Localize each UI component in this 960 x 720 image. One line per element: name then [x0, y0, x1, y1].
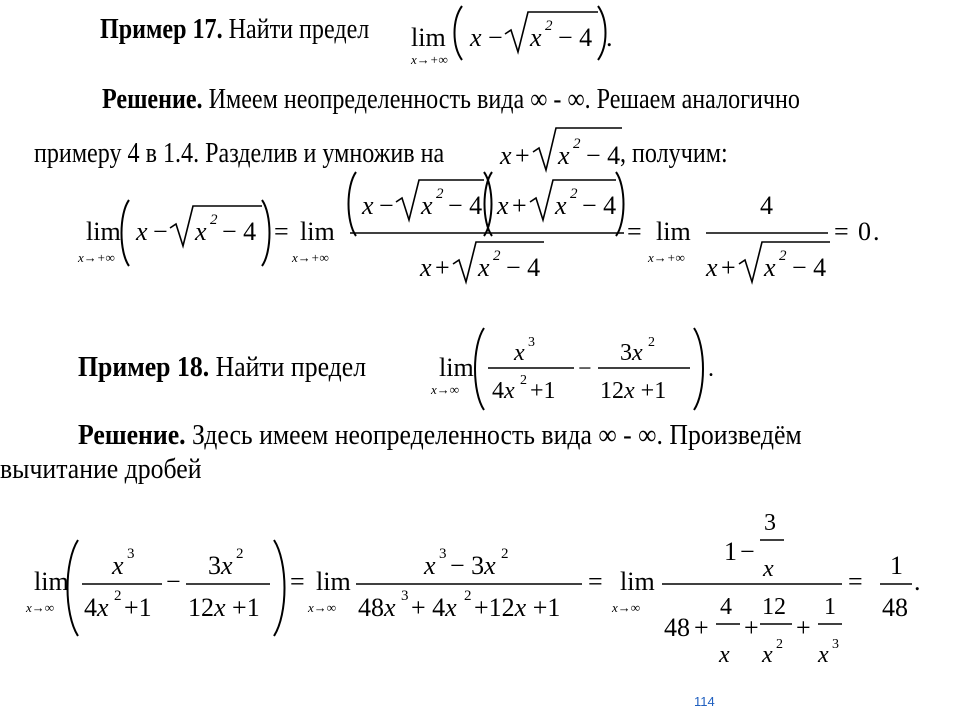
paren-close-glyph: [598, 6, 606, 60]
svg-text:+1: +1: [124, 593, 152, 622]
example-18-task: Найти предел: [215, 352, 367, 383]
den-one: 1: [824, 594, 836, 620]
svg-text:.: .: [873, 217, 880, 246]
res-48: 48: [882, 593, 908, 622]
svg-text:x: x: [362, 191, 374, 220]
svg-text:2: 2: [210, 212, 218, 228]
svg-text:− 3x: − 3x: [450, 551, 496, 580]
svg-text:2: 2: [779, 248, 787, 264]
svg-text:2: 2: [520, 373, 527, 388]
svg-text:4x: 4x: [492, 378, 515, 404]
example-18-solution-label: Решение.: [78, 420, 186, 451]
svg-text:3: 3: [401, 588, 409, 604]
svg-text:=: =: [290, 567, 305, 596]
svg-text:3: 3: [439, 546, 447, 562]
formula-ex18-task: [430, 328, 714, 410]
num-one: 1: [724, 537, 737, 566]
result-zero: 0: [858, 217, 871, 246]
svg-text:2: 2: [501, 546, 509, 562]
svg-text:−: −: [379, 191, 394, 220]
svg-text:−: −: [166, 567, 181, 596]
page-number: 114: [694, 694, 715, 709]
lim-1: lim: [86, 217, 121, 246]
svg-text:3: 3: [832, 637, 839, 652]
svg-text:− 4: − 4: [582, 191, 617, 220]
lim-2-sub: x→+∞: [292, 250, 329, 265]
lim-c: lim: [620, 567, 655, 596]
minus-sign: −: [488, 23, 503, 52]
svg-text:+1: +1: [530, 378, 556, 404]
svg-text:=: =: [588, 567, 603, 596]
var-x: x: [470, 23, 482, 52]
svg-text:x: x: [762, 642, 773, 668]
example-17-solution-text-1: Имеем неопределенность вида ∞ - ∞. Решаем аналогично: [208, 84, 800, 115]
svg-text:=: =: [627, 217, 642, 246]
formula-ex17-inline: [499, 128, 622, 170]
svg-text:x: x: [764, 253, 776, 282]
svg-text:2: 2: [776, 637, 783, 652]
svg-text:x: x: [500, 141, 512, 170]
svg-text:2: 2: [236, 546, 244, 562]
svg-text:=: =: [848, 567, 863, 596]
svg-text:2: 2: [114, 588, 122, 604]
formula-ex17-derivation: [77, 172, 880, 282]
svg-text:2: 2: [464, 588, 472, 604]
svg-text:.: .: [708, 356, 714, 382]
svg-text:+: +: [515, 141, 530, 170]
svg-text:4x: 4x: [84, 593, 109, 622]
exp-2: 2: [545, 18, 553, 34]
svg-text:x: x: [763, 556, 774, 582]
period: .: [606, 23, 613, 52]
lim-subscript: x→+∞: [411, 52, 448, 67]
lim-ex18: lim: [439, 353, 474, 382]
svg-text:x: x: [719, 642, 730, 668]
svg-text:+12x +1: +12x +1: [474, 593, 561, 622]
svg-text:x: x: [421, 191, 433, 220]
svg-text:=: =: [274, 217, 289, 246]
svg-text:− 4: − 4: [586, 141, 621, 170]
svg-text:− 4: − 4: [448, 191, 483, 220]
svg-text:3: 3: [127, 546, 135, 562]
lim-c-sub: x→∞: [612, 600, 641, 615]
svg-text:12x +1: 12x +1: [600, 378, 667, 404]
svg-text:x: x: [195, 217, 207, 246]
lim-label: lim: [411, 23, 446, 52]
svg-text:x: x: [420, 253, 432, 282]
svg-text:− 4: − 4: [506, 253, 541, 282]
svg-text:x: x: [424, 551, 436, 580]
svg-text:+: +: [796, 613, 811, 642]
svg-text:x: x: [555, 191, 567, 220]
den-48: 48: [664, 613, 690, 642]
svg-text:2: 2: [570, 186, 578, 202]
svg-text:x: x: [818, 642, 829, 668]
svg-text:+: +: [435, 253, 450, 282]
num-three: 3: [764, 510, 776, 536]
svg-text:+ 4x: + 4x: [411, 593, 457, 622]
svg-text:x: x: [706, 253, 718, 282]
svg-text:.: .: [914, 567, 921, 596]
example-18-solution-line-2: вычитание дробей: [0, 454, 202, 485]
den-twelve: 12: [762, 594, 786, 620]
svg-text:3x: 3x: [208, 551, 233, 580]
example-17-solution-line-2a: примеру 4 в 1.4. Разделив и умножив на: [34, 138, 445, 169]
example-17-solution-line-2b: , получим:: [620, 138, 728, 169]
svg-text:=: =: [834, 217, 849, 246]
lim-3: lim: [656, 217, 691, 246]
svg-text:x: x: [112, 551, 124, 580]
svg-text:x: x: [497, 191, 509, 220]
svg-text:+: +: [744, 613, 759, 642]
res-one: 1: [890, 551, 903, 580]
svg-text:−: −: [578, 356, 592, 382]
svg-text:3: 3: [528, 335, 535, 350]
svg-text:− 4: − 4: [792, 253, 827, 282]
lim-a: lim: [34, 567, 69, 596]
example-17-solution-label: Решение.: [102, 84, 203, 115]
svg-text:+: +: [721, 253, 736, 282]
formula-ex17-task: [410, 6, 613, 67]
lim-b: lim: [316, 567, 351, 596]
svg-text:2: 2: [573, 136, 581, 152]
lim-3-sub: x→+∞: [648, 250, 685, 265]
lim-1-sub: x→+∞: [78, 250, 115, 265]
paren-open-glyph: [455, 6, 463, 60]
svg-text:12x +1: 12x +1: [188, 593, 260, 622]
example-18-title: Пример 18.: [78, 352, 210, 383]
den-four: 4: [720, 594, 732, 620]
lim-a-sub: x→∞: [26, 600, 55, 615]
svg-text:2: 2: [436, 186, 444, 202]
lim-ex18-sub: x→∞: [431, 382, 460, 397]
svg-text:2: 2: [493, 248, 501, 264]
svg-text:x: x: [136, 217, 148, 246]
lim-2: lim: [300, 217, 335, 246]
example-17-title: Пример 17.: [100, 14, 223, 45]
svg-text:+: +: [512, 191, 527, 220]
svg-text:− 4: − 4: [222, 217, 257, 246]
svg-text:x: x: [478, 253, 490, 282]
example-17-task: Найти предел: [228, 14, 370, 45]
example-18-solution-text-1: Здесь имеем неопределенность вида ∞ - ∞. Произведём: [192, 420, 802, 451]
svg-text:48x: 48x: [358, 593, 396, 622]
svg-text:2: 2: [648, 335, 655, 350]
svg-text:3x: 3x: [620, 340, 643, 366]
svg-text:−: −: [740, 537, 755, 566]
var-x2: x: [530, 23, 542, 52]
numerator-four: 4: [760, 191, 773, 220]
svg-text:x: x: [558, 141, 570, 170]
svg-text:x: x: [514, 340, 525, 366]
svg-text:−: −: [153, 217, 168, 246]
svg-text:+: +: [694, 613, 709, 642]
minus-four: − 4: [558, 23, 593, 52]
lim-b-sub: x→∞: [308, 600, 337, 615]
formula-ex18-derivation: [25, 510, 921, 668]
